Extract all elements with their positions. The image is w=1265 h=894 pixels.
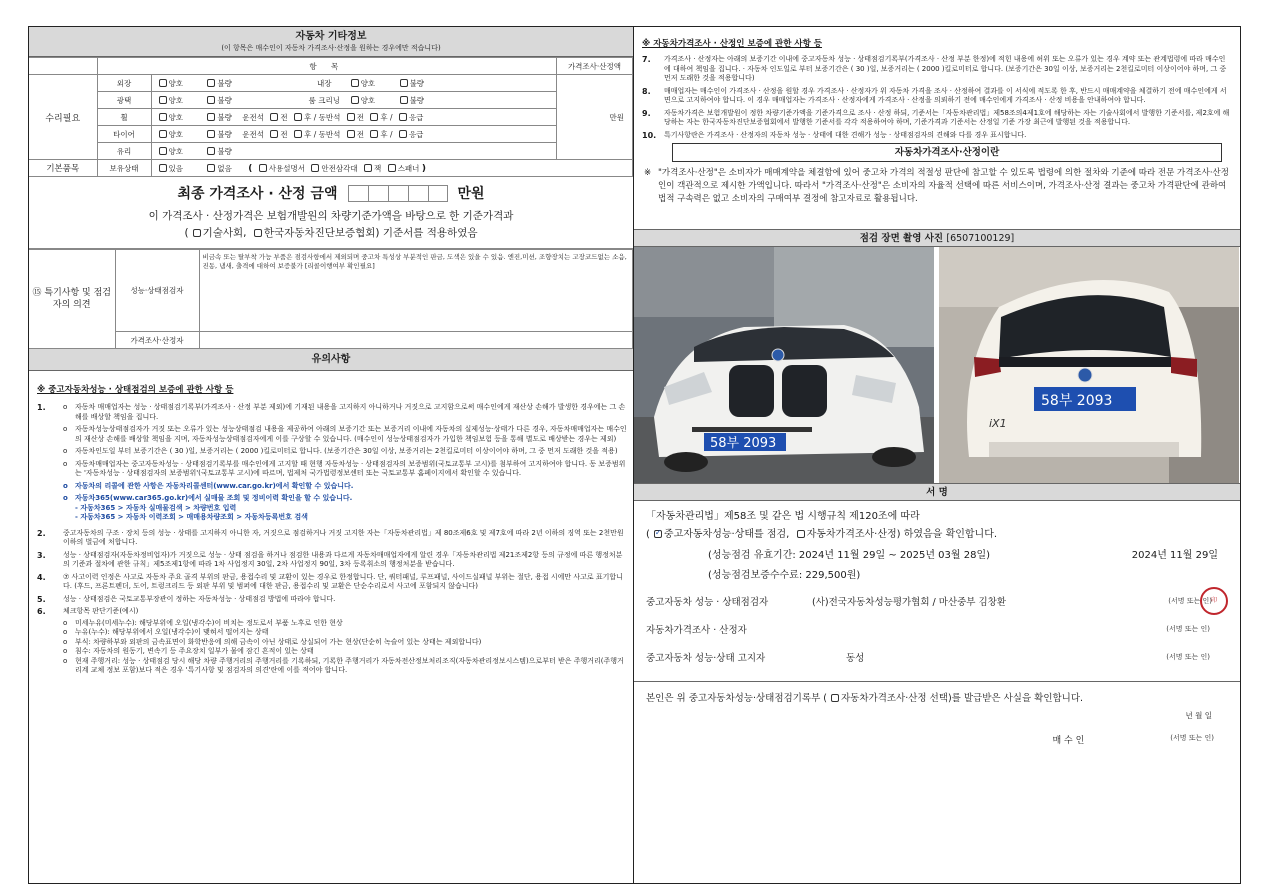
wheel-pass-rear[interactable]: [370, 113, 378, 121]
polish-good-checkbox[interactable]: [159, 96, 167, 104]
opt-good: 양호: [168, 78, 183, 88]
repair-glass-options: [151, 143, 557, 160]
appraisal-item-8: 8. 매매업자는 매수인이 가격조사 · 산정을 원할 경우 가격조사 · 산정자가 위 자동차 가격을 조사 · 산정하여 결과를 이 서식에 적도록 한 후, 반드시 매매계약을 체결하기 전에 매수인에게 서면으로 고지하여야 합니다. 이 경우 매매업자는 가격조사 · 산정자에게 가격조사 · 산정을 의뢰하기 전에 매수인에게 가격조사 · 산정 비용을 안내하여야 합니다.: [634, 87, 1240, 106]
sign-line1: 「자동차관리법」제58조 및 같은 법 시행규칙 제120조에 따라: [646, 511, 920, 522]
appraisal-item-9: 9. 자동차가격은 보험개발원이 정한 차량기준가액을 기준가격으로 조사 · 산정 하되, 기준서는「자동차관리법」제58조의4제1호에 해당하는 자는 기술사회에서 발행한 기준서를, 제2호에 해당하는 자는 한국자동차진단보증협회에서 발행한 기준서를 각각 적용하여야 하며, 기준가격과 기준서는 산정일 기준 가장 최근에 발행된 것을 적용합니다.: [634, 109, 1240, 128]
jack-label: 잭: [374, 163, 382, 173]
basic-label: 보유상태: [97, 160, 151, 177]
notice-item-1: 1. o 자동차 매매업자는 성능 · 상태점검기록부(가격조사 · 산정 부분 제외)에 기재된 내용을 고지하지 아니하거나 거짓으로 고지함으로써 매수인에게 재산상 손해가 발생한 경우에는 그 손해를 배상할 책임을 집니다. o 자동차성능상태점검자가 거짓 또는 오류가 있는 성능상태점검 내용을 제공하여 아래의 보증기간 또는 보증거리 이내에 자동차의 실제성능·상태가 다른 경우, 자동차매매업자는 매수인의 재산상 손해를 배상할 책임을 지며, 자동차성능상태점검자에게 이를 구상할 수 있습니다. (매수인이 성능상태점검자가 가입한 책임보험 등을 통해 별도로 배상받는 경우는 제외) o 자동차인도일 부터 보증기간은 ( 30 )일, 보증거리는 ( 2000 )킬로미터로 합니다. (보증기간은 30일 이상, 보증거리는 2천킬로미터 이상이어야 하며, 그 중 먼저 도래한 것을 적용) o 자동차매매업자는 중고자동차성능 · 상태점검기록부를 매수인에게 고지할 때 현행 자동차성능 · 상태점검자의 보증범위(국토교통부 고시)를 첨부하여 고지하여야 합니다. 동 보증범위는 '자동차성능 · 상태점검자의 보증범위'(국토교통부 고시)에 따르며, 법제처 국가법령정보센터 또는 국토교통부 홈페이지에서 확인할 수 있습니다. o 자동차의 리콜에 관한 사항은 자동차리콜센터(www.car.go.kr)에서 확인할 수 있습니다. o 자동차365(www.car365.go.kr)에서 실매물 조회 및 정비이력 확인을 할 수 있습니다. - 자동차365 > 자동차 실매물검색 > 차량번호 입력 - 자동차365 > 자동차 이력조회 > 매매용차량조회 > 자동차등록번호 검색: [37, 403, 627, 521]
opt-good: 양호: [360, 78, 376, 88]
front-label: 전: [356, 129, 364, 139]
jack-checkbox[interactable]: [364, 164, 372, 172]
tire-bad-checkbox[interactable]: [207, 130, 215, 138]
sign-line2a: 중고자동차성능·상태를 점검,: [663, 529, 790, 540]
warranty-fee: (성능점검보증수수료: 229,500원): [708, 570, 861, 581]
receipt-appraisal-checkbox[interactable]: [831, 694, 839, 702]
rear-plate-text: 58부 2093: [1041, 393, 1113, 409]
tire-driver-rear[interactable]: [294, 130, 302, 138]
repair-tire-options: 양호 불량 운전석 전 후 / 동반석 전 후 / 응급: [151, 126, 557, 143]
notice-1-a: 자동차 매매업자는 성능 · 상태점검기록부(가격조사 · 산정 부분 제외)에 기재된 내용을 고지하지 아니하거나 거짓으로 고지함으로써 매수인에게 재산상 손해가 발생한 경우에는 그 손해를 배상할 책임을 집니다.: [75, 403, 626, 421]
have-label: 있음: [168, 163, 183, 173]
repair-polish-options: [151, 92, 557, 109]
seal-stamp: 印: [1200, 587, 1228, 615]
inspector-seal-hint: (서명 또는 인): [1168, 597, 1212, 605]
opt-bad: 불량: [409, 95, 425, 105]
inspector-name: (사)전국자동차성능평가협회 / 마산중부 김창환: [812, 597, 1007, 608]
receipt-text2: 자동차가격조사·산정 선택)를 발급받은 사실을 확인합니다.: [840, 693, 1084, 704]
receipt-text: 본인은 위 중고자동차성능·상태점검기록부: [646, 693, 821, 704]
opt-bad: 불량: [409, 78, 425, 88]
sign-header: [634, 483, 1240, 501]
buyer-seal-hint: (서명 또는 인): [1170, 734, 1214, 742]
tire-emergency[interactable]: [399, 130, 407, 138]
buyer-label: 매 수 인: [1052, 736, 1085, 746]
inspector-opinion-text: 비금속 또는 탈부착 가능 부품은 점검사항에서 제외되며 중고차 특성상 부분적인 판금, 도색은 있을 수 있음. 엔진,미션, 조향장치는 고장코드없는 소음, 진동, 냄새, 출격에 대하여 보증불가 [리콜이행여부 확인필요]: [199, 250, 633, 332]
notice-section-title: ※ 중고자동차성능 · 상태점검의 보증에 관한 사항 등: [37, 385, 234, 395]
appraiser-opinion-label: 가격조사·산정자: [115, 332, 199, 349]
notice-1-car365: 자동차365(www.car365.go.kr)에서 실매물 조회 및 정비이력 확인을 할 수 있습니다.: [75, 494, 353, 502]
wheel-emergency[interactable]: [399, 113, 407, 121]
appraisal-item-10: 10. 특기사항란은 가격조사 · 산정자의 자동차 성능 · 상태에 대한 견해가 성능 · 상태점검자의 견해와 다를 경우 표시합니다.: [642, 130, 1027, 140]
col-items: 항 목: [97, 58, 557, 75]
final-price-boxes[interactable]: [348, 185, 448, 202]
front-label: 전: [356, 112, 364, 122]
repair-polish-label: 광택: [97, 92, 151, 109]
car-rear-photo: [939, 247, 1240, 483]
engineers-checkbox[interactable]: [193, 229, 201, 237]
driver-label: 운전석: [242, 129, 265, 139]
final-price-title: 최종 가격조사 · 산정 금액: [177, 186, 338, 202]
appraisal-section-title: ※ 자동차가격조사 · 산정인 보증에 관한 사항 등: [642, 39, 823, 49]
wheel-driver-rear[interactable]: [294, 113, 302, 121]
col-price: 가격조사·산정액: [557, 58, 633, 75]
special-table: [29, 249, 633, 349]
repair-group: 수리필요: [29, 75, 97, 160]
spanner-label: 스패너: [397, 163, 420, 173]
appraiser-seal-hint: (서명 또는 인): [1166, 625, 1210, 633]
opt-good: 양호: [168, 95, 183, 105]
repair-wheel-options: 양호 불량 운전석 전 후 / 동반석 전 후 / 응급: [151, 109, 557, 126]
passenger-label: 동반석: [318, 129, 341, 139]
rear-label: 후: [380, 112, 388, 122]
roomclean-bad-checkbox[interactable]: [400, 96, 408, 104]
opt-bad: 불량: [217, 129, 232, 139]
opt-bad: 불량: [217, 95, 232, 105]
inspection-checked-checkbox[interactable]: [654, 530, 662, 538]
interior-good-checkbox[interactable]: [351, 79, 359, 87]
special-label: ⑮ 특기사항 및 점검자의 의견: [29, 250, 115, 349]
notifier-name: 동성: [846, 653, 865, 664]
notice-1-d: 자동차매매업자는 중고자동차성능 · 상태점검기록부를 매수인에게 고지할 때 현행 자동차성능 · 상태점검자의 보증범위(국토교통부 고시)를 첨부하여 고지하여야 합니다. 동 보증범위는 '자동차성능 · 상태점검자의 보증범위'(국토교통부 고시)에 따르며, 법제처 국가법령정보센터 또는 국토교통부 홈페이지에서 확인할 수 있습니다.: [75, 459, 626, 477]
glass-good-checkbox[interactable]: [159, 147, 167, 155]
appraiser-label: 자동차가격조사 · 산정자: [646, 625, 747, 636]
criteria-5: 현재 주행거리: 성능 · 상태점검 당시 해당 차량 주행거리의 주행거리를 기록하되, 기록한 주행거리가 자동차전산정보처리조직(자동차관리정보시스템)으로부터 받은 주행거리(주행거리계 교체 정보 포함)보다 적은 경우 '특기사항 및 점검자의 의견'란에 이를 적어야 합니다.: [75, 656, 624, 674]
notice-header: [29, 349, 633, 371]
appraiser-sign-row: [646, 617, 1228, 641]
front-label: 전: [280, 129, 288, 139]
appraisal-8-text: 매매업자는 매수인이 가격조사 · 산정을 원할 경우 가격조사 · 산정자가 위 자동차 가격을 조사 · 산정하여 결과를 이 서식에 적도록 한 후, 반드시 매매계약을 체결하기 전에 매수인에게 서면으로 고지하여야 합니다. 이 경우 매매업자는 가격조사 · 산정자에게 가격조사 · 산정을 의뢰하기 전에 매수인에게 가격조사 · 산정 비용을 안내하여야 합니다.: [664, 86, 1227, 104]
opt-bad: 불량: [217, 112, 232, 122]
notice-4-text: ⑦ 사고이력 인정은 사고로 자동차 주요 골격 부위의 판금, 용접수리 및 교환이 있는 경우로 한정합니다. 단, 쿼터패널, 루프패널, 사이드실패널 부위는 절단, 용접 시에만 사고로 표기합니다. (후드, 프론트펜더, 도어, 트렁크리드 등 외판 부위 및 범퍼에 대한 판금, 용접수리 및 교환은 단순수리로서 사고에 포함되지 않습니다): [63, 572, 623, 590]
criteria-2: 누유(누수): 해당부위에서 오일(냉각수)이 맺혀서 떨어지는 상태: [75, 628, 269, 636]
car-front-photo: [634, 247, 935, 483]
wheel-bad-checkbox[interactable]: [207, 113, 215, 121]
interior-bad-checkbox[interactable]: [400, 79, 408, 87]
inspection-record-page: [28, 26, 1241, 884]
sign-line2b: 자동차가격조사·산정) 하였음을 확인합니다.: [806, 529, 998, 540]
definition-title: 자동차가격조사·산정이란: [672, 143, 1222, 162]
appraisal-7-text: 가격조사 · 산정자는 아래의 보증기간 이내에 중고자동차 성능 · 상태점검기록부(가격조사 · 산정 부분 한정)에 적힌 내용에 허위 또는 오류가 있는 경우 계약 또는 관계법령에 따라 매수인에 대하여 책임을 집니다. · 자동차 인도일로 부터 보증기간은 ( 30 )일, 보증거리는 ( 2000 )킬로미터로 합니다. (보증기간은 30일 이상, 보증거리는 2천킬로미터 이상이어야 하며, 그 중 먼저 도래한 것을 적용합니다): [664, 55, 1227, 82]
final-price-block: [29, 177, 633, 249]
photo-row: [634, 247, 1240, 483]
misc-subtitle: (이 항목은 매수인이 자동차 가격조사·산정을 원하는 경우에만 적습니다): [221, 44, 441, 52]
notice-item-2: 2. 중고자동차의 구조 · 장치 등의 성능 · 상태를 고지하지 아니한 자, 거짓으로 점검하거나 거짓 고지한 자는「자동차관리법」제 80조제6호 및 제7호에 따라 2년 이하의 징역 또는 2천만원 이하의 벌금에 처합니다.: [29, 529, 633, 548]
notice-6-text: 체크항목 판단기준(예시): [63, 607, 139, 615]
appraisal-10-text: 특기사항란은 가격조사 · 산정자의 자동차 성능 · 상태에 대한 견해가 성능 · 상태점검자의 견해와 다를 경우 표시합니다.: [664, 130, 1027, 139]
appraiser-opinion-text[interactable]: [199, 332, 633, 349]
inspector-label: 중고자동차 성능 · 상태점검자: [646, 597, 769, 608]
notice-1-recall: 자동차의 리콜에 관한 사항은 자동차리콜센터(www.car.go.kr)에서 확인할 수 있습니다.: [75, 481, 354, 490]
notice-title: 유의사항: [311, 354, 351, 365]
notice-item-6: 6. 체크항목 판단기준(예시) o 미세누유(미세누수): 해당부위에 오일(냉각수)이 비치는 정도로서 부품 노후로 인한 현상 o 누유(누수): 해당부위에서 오일(냉각수)이 맺혀서 떨어지는 상태 o 부식: 차량하부와 외판의 금속표면이 화학반응에 의해 금속이 아닌 상태로 상실되어 가는 현상(단순히 녹슬어 있는 상태는 제외합니다) o 침수: 자동차의 원동기, 변속기 등 주요장치 일부가 물에 잠긴 흔적이 있는 상태 o 현재 주행거리: 성능 · 상태점검 당시 해당 차량 주행거리의 주행거리를 기록하되, 기록한 주행거리가 자동차전산정보처리조직(자동차관리정보시스템)으로부터 받은 주행거리(주행거리계 교체 정보 포함)보다 적은 경우 '특기사항 및 점검자의 의견'란에 이를 적어야 합니다.: [29, 607, 633, 676]
engineers-label: 기술사회,: [202, 227, 247, 239]
opt-good: 양호: [168, 112, 183, 122]
rear-label: 후: [304, 129, 312, 139]
receipt-date: 년 월 일: [1185, 711, 1212, 720]
notice-5-text: 성능 · 상태점검은 국토교통부장관이 정하는 자동차성능 · 상태점검 방법에 따라야 합니다.: [63, 594, 336, 603]
manual-checkbox[interactable]: [259, 164, 267, 172]
none-label: 없음: [217, 163, 232, 173]
criteria-4: 침수: 자동차의 원동기, 변속기 등 주요장치 일부가 물에 잠긴 흔적이 있는 상태: [75, 647, 314, 655]
basic-options: 있음 없음 ( 사용설명서 안전삼각대 잭 스패너 ): [151, 160, 633, 177]
tire-good-checkbox[interactable]: [159, 130, 167, 138]
wheel-pass-front[interactable]: [347, 113, 355, 121]
model-badge: iX1: [989, 417, 1007, 430]
basic-group: 기본품목: [29, 160, 97, 177]
opt-bad: 불량: [217, 78, 232, 88]
notifier-label: 중고자동차 성능·상태 고지자: [646, 653, 766, 664]
exterior-good-checkbox[interactable]: [159, 79, 167, 87]
final-line3: ( 기술사회, 한국자동차진단보증협회) 기준서를 적용하였음: [184, 227, 478, 239]
repair-roomclean-label: 룸 크리닝: [308, 95, 340, 105]
inspector-sign-row: [646, 589, 1228, 613]
opt-good: 양호: [360, 95, 376, 105]
front-plate-text: 58부 2093: [710, 436, 777, 451]
repair-tire-label: 타이어: [97, 126, 151, 143]
front-label: 전: [280, 112, 288, 122]
notice-2-text: 중고자동차의 구조 · 장치 등의 성능 · 상태를 고지하지 아니한 자, 거짓으로 점검하거나 거짓 고지한 자는「자동차관리법」제 80조제6호 및 제7호에 따라 2년 이하의 징역 또는 2천만원 이하의 벌금에 처합니다.: [63, 528, 624, 546]
validity-period: (성능점검 유효기간: 2024년 11월 29일 ~ 2025년 03월 28일): [708, 550, 991, 561]
kadia-label: 한국자동차진단보증협회) 기준서를 적용하였음: [263, 227, 478, 239]
kadia-checkbox[interactable]: [254, 229, 262, 237]
sign-title: 서 명: [926, 487, 948, 498]
photo-id: [6507100129]: [946, 233, 1015, 244]
notifier-seal-hint: (서명 또는 인): [1166, 653, 1210, 661]
appraisal-item-7: 7. 가격조사 · 산정자는 아래의 보증기간 이내에 중고자동차 성능 · 상태점검기록부(가격조사 · 산정 부분 한정)에 적힌 내용에 허위 또는 오류가 있는 경우 계약 또는 관계법령에 따라 매수인에 대하여 책임을 집니다. · 자동차 인도일로 부터 보증기간은 ( 30 )일, 보증거리는 ( 2000 )킬로미터로 합니다. (보증기간은 30일 이상, 보증거리는 2천킬로미터 이상이어야 하며, 그 중 먼저 도래한 것을 적용합니다): [634, 55, 1240, 84]
triangle-checkbox[interactable]: [311, 164, 319, 172]
photo-title: 점검 장면 촬영 사진: [859, 233, 944, 244]
tire-pass-rear[interactable]: [370, 130, 378, 138]
sign-line2: (✓ 중고자동차성능·상태를 점검, 자동차가격조사·산정) 하였음을 확인합니다.: [646, 522, 1228, 540]
receipt-line: 본인은 위 중고자동차성능·상태점검기록부 ( 자동차가격조사·산정 선택)를 발급받은 사실을 확인합니다.: [646, 693, 1084, 704]
misc-title: 자동차 기타정보: [295, 31, 367, 42]
opt-good: 양호: [168, 146, 183, 156]
notice-1-car365-a: - 자동차365 > 자동차 실매물검색 > 차량번호 입력: [75, 503, 237, 512]
notifier-sign-row: [646, 645, 1228, 669]
repair-wheel-label: 휠: [97, 109, 151, 126]
repair-interior-label: 내장: [317, 78, 332, 88]
sign-block: [634, 501, 1240, 669]
notice-1-car365-b: - 자동차365 > 자동차 이력조회 > 매매용차량조회 > 자동차등록번호 검색: [75, 513, 308, 521]
exterior-bad-checkbox[interactable]: [207, 79, 215, 87]
sign-date: 2024년 11월 29일: [1131, 550, 1218, 561]
opt-good: 양호: [168, 129, 183, 139]
criteria-1: 미세누유(미세누수): 해당부위에 오일(냉각수)이 비치는 정도로서 부품 노후로 인한 현상: [75, 618, 343, 627]
opt-bad: 불량: [217, 146, 232, 156]
emergency-label: 응급: [408, 129, 424, 139]
repair-unit: 만원: [557, 75, 633, 160]
basic-have-checkbox[interactable]: [159, 164, 167, 172]
final-line2: 이 가격조사 · 산정가격은 보험개발원의 차량기준가액을 바탕으로 한 기준가격과: [148, 210, 514, 222]
appraisal-9-text: 자동차가격은 보험개발원이 정한 차량기준가액을 기준가격으로 조사 · 산정 하되, 기준서는「자동차관리법」제58조의4제1호에 해당하는 자는 기술사회에서 발행한 기준서를, 제2호에 해당하는 자는 한국자동차진단보증협회에서 발행한 기준서를 각각 적용하여야 하며, 기준가격과 기준서는 산정일 기준 가장 최근에 발행된 것을 적용합니다.: [664, 108, 1230, 126]
notice-3-text: 성능 · 상태점검자(자동차정비업자)가 거짓으로 성능 · 상태 점검을 하거나 점검한 내용과 다르게 자동차매매업자에게 알린 경우「자동차관리법 제21조제2항 등의 규정에 따른 행정처분의 기준과 절차에 관한 규칙」제5조제1항에 따라 1차 사업정지 30일, 2차 사업정지 90일, 3차 등록취소의 행정처분을 받습니다.: [63, 550, 623, 568]
misc-header: [29, 27, 633, 57]
appraisal-checkbox[interactable]: [797, 530, 805, 538]
inspector-opinion-label: 성능·상태점검자: [115, 250, 199, 332]
final-price-unit: 만원: [457, 186, 485, 202]
tire-pass-front[interactable]: [347, 130, 355, 138]
wheel-good-checkbox[interactable]: [159, 113, 167, 121]
manual-label: 사용설명서: [268, 163, 306, 173]
repair-exterior-options: [151, 75, 557, 92]
criteria-3: 부식: 차량하부와 외판의 금속표면이 화학반응에 의해 금속이 아닌 상태로 상실되어 가는 현상(단순히 녹슬어 있는 상태는 제외합니다): [75, 637, 482, 646]
passenger-label: 동반석: [318, 112, 341, 122]
notice-item-3: 3. 성능 · 상태점검자(자동차정비업자)가 거짓으로 성능 · 상태 점검을 하거나 점검한 내용과 다르게 자동차매매업자에게 알린 경우「자동차관리법 제21조제2항 등의 규정에 따른 행정처분의 기준과 절차에 관한 규칙」제5조제1항에 따라 1차 사업정지 30일, 2차 사업정지 90일, 3차 등록취소의 행정처분을 받습니다.: [29, 551, 633, 570]
emergency-label: 응급: [408, 112, 424, 122]
driver-label: 운전석: [242, 112, 265, 122]
tire-driver-front[interactable]: [270, 130, 278, 138]
right-column: [634, 27, 1240, 883]
notice-1-c: 자동차인도일 부터 보증기간은 ( 30 )일, 보증거리는 ( 2000 )킬로미터로 합니다. (보증기간은 30일 이상, 보증거리는 2천킬로미터 이상이어야 하며, 그 중 먼저 도래한 것을 적용): [75, 447, 618, 455]
glass-bad-checkbox[interactable]: [207, 147, 215, 155]
rear-label: 후: [304, 112, 312, 122]
left-column: [29, 27, 634, 883]
rear-label: 후: [380, 129, 388, 139]
definition-block: ※ "가격조사·산정"은 소비자가 매매계약을 체결함에 있어 중고차 가격의 적절성 판단에 참고할 수 있도록 법령에 의한 절차와 기준에 따라 전문 가격조사·산정인이 객관적으로 제시한 가액입니다. 따라서 "가격조사·산정"은 소비자의 자율적 선택에 따른 서비스이며, 가격조사·산정 결과는 중고차 가격판단에 관하여 법적 구속력은 없고 소비자의 구매여부 결정에 참고자료로 활용됩니다.: [634, 162, 1240, 226]
receipt-block: [634, 681, 1240, 746]
polish-bad-checkbox[interactable]: [207, 96, 215, 104]
wheel-driver-front[interactable]: [270, 113, 278, 121]
notice-item-5: 5. 성능 · 상태점검은 국토교통부장관이 정하는 자동차성능 · 상태점검 방법에 따라야 합니다.: [29, 595, 633, 605]
repair-glass-label: 유리: [97, 143, 151, 160]
roomclean-good-checkbox[interactable]: [351, 96, 359, 104]
notice-1-b: 자동차성능상태점검자가 거짓 또는 오류가 있는 성능상태점검 내용을 제공하여 아래의 보증기간 또는 보증거리 이내에 자동차의 실제성능·상태가 다른 경우, 자동차매매업자는 매수인의 재산상 손해를 배상할 책임을 지며, 자동차성능상태점검자에게 이를 구상할 수 있습니다. (매수인이 성능상태점검자가 가입한 책임보험 등을 통해 별도로 배상받는 경우는 제외): [75, 425, 627, 443]
triangle-label: 안전삼각대: [321, 163, 358, 173]
photo-header: [634, 229, 1240, 247]
misc-table: [29, 57, 633, 177]
repair-exterior-label: 외장: [97, 75, 151, 92]
notice-item-4: 4. ⑦ 사고이력 인정은 사고로 자동차 주요 골격 부위의 판금, 용접수리 및 교환이 있는 경우로 한정합니다. 단, 쿼터패널, 루프패널, 사이드실패널 부위는 절단, 용접 시에만 사고로 표기합니다. (후드, 프론트펜더, 도어, 트렁크리드 등 외판 부위 및 범퍼에 대한 판금, 용접수리 및 교환은 단순수리로서 사고에 포함되지 않습니다): [29, 573, 633, 592]
definition-text: "가격조사·산정"은 소비자가 매매계약을 체결함에 있어 중고차 가격의 적절성 판단에 참고할 수 있도록 법령에 의한 절차와 기준에 따라 전문 가격조사·산정인이 객관적으로 제시한 가액입니다. 따라서 "가격조사·산정"은 소비자의 자율적 선택에 따른 서비스이며, 가격조사·산정 결과는 중고차 가격판단에 관하여 법적 구속력은 없고 소비자의 구매여부 결정에 참고자료로 활용됩니다.: [658, 168, 1229, 204]
spanner-checkbox[interactable]: [388, 164, 396, 172]
basic-none-checkbox[interactable]: [207, 164, 215, 172]
